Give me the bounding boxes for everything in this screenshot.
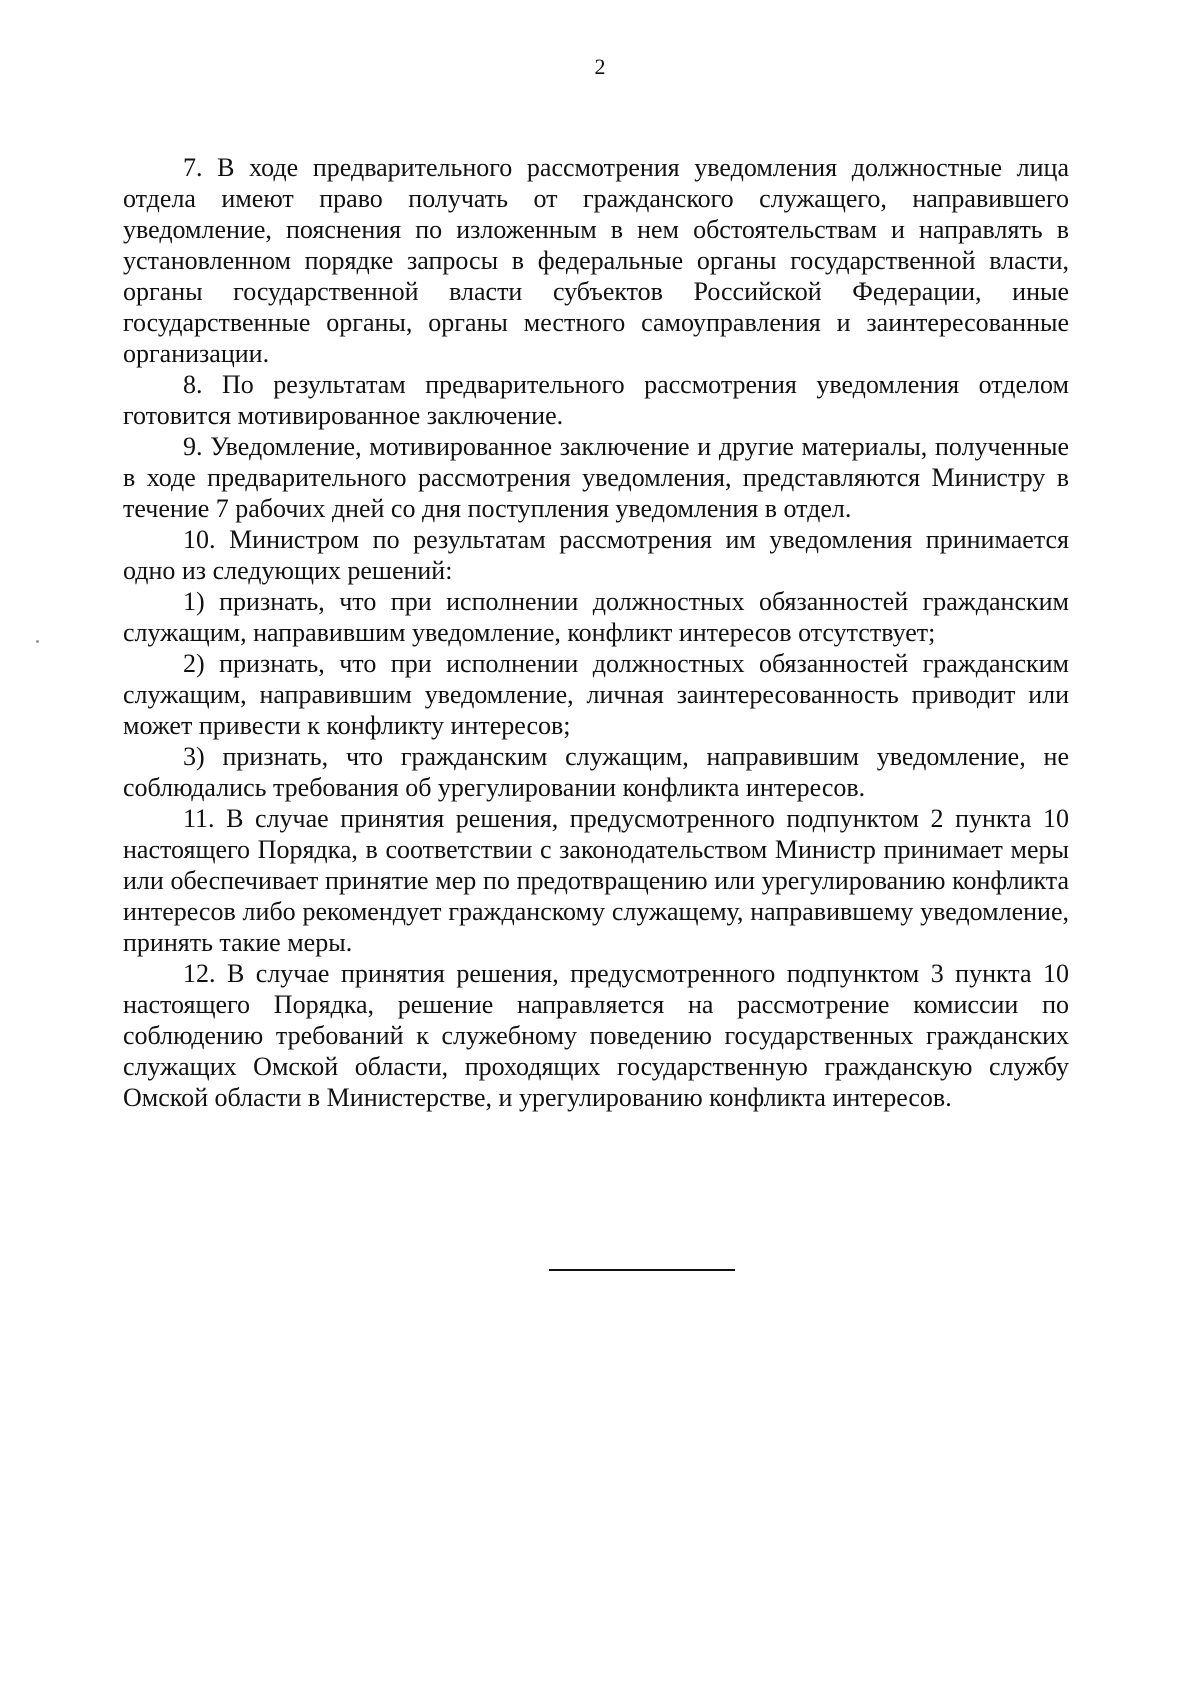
subitem-2: 2) признать, что при исполнении должностных обязанностей гражданским служащим, направившим уведомление, личная заинтересованность приводит или может привести к конфликту интересов;	[123, 649, 1069, 740]
paragraph-10: 10. Министром по результатам рассмотрения им уведомления принимается одно из следующих решений:	[123, 525, 1069, 585]
paragraph-7: 7. В ходе предварительного рассмотрения уведомления должностные лица отдела имеют право получать от гражданского служащего, направившего уведомление, пояснения по изложенным в нем обстоятельствам и направлять в установленном порядке запросы в федеральные органы государственной власти, органы государственной власти субъектов Российской Федерации, иные государственные органы, органы местного самоуправления и заинтересованные организации.	[123, 153, 1069, 368]
subitem-1: 1) признать, что при исполнении должностных обязанностей гражданским служащим, направившим уведомление, конфликт интересов отсутствует;	[123, 587, 1069, 647]
paragraph-8: 8. По результатам предварительного рассмотрения уведомления отделом готовится мотивированное заключение.	[123, 370, 1069, 430]
document-body	[123, 152, 1069, 1113]
paragraph-9: 9. Уведомление, мотивированное заключение и другие материалы, полученные в ходе предварительного рассмотрения уведомления, представляются Министру в течение 7 рабочих дней со дня поступления уведомления в отдел.	[123, 432, 1069, 523]
paragraph-11: 11. В случае принятия решения, предусмотренного подпунктом 2 пункта 10 настоящего Порядка, в соответствии с законодательством Министр принимает меры или обеспечивает принятие мер по предотвращению или урегулированию конфликта интересов либо рекомендует гражданскому служащему, направившему уведомление, принять такие меры.	[123, 804, 1069, 957]
page-number: 2	[594, 54, 606, 79]
end-of-document-rule	[549, 1269, 735, 1271]
paragraph-12: 12. В случае принятия решения, предусмотренного подпунктом 3 пункта 10 настоящего Порядка, решение направляется на рассмотрение комиссии по соблюдению требований к служебному поведению государственных гражданских служащих Омской области, проходящих государственную гражданскую службу Омской области в Министерстве, и урегулированию конфликта интересов.	[123, 959, 1069, 1112]
scan-speck	[36, 640, 39, 643]
subitem-3: 3) признать, что гражданским служащим, направившим уведомление, не соблюдались требования об урегулировании конфликта интересов.	[123, 742, 1069, 802]
